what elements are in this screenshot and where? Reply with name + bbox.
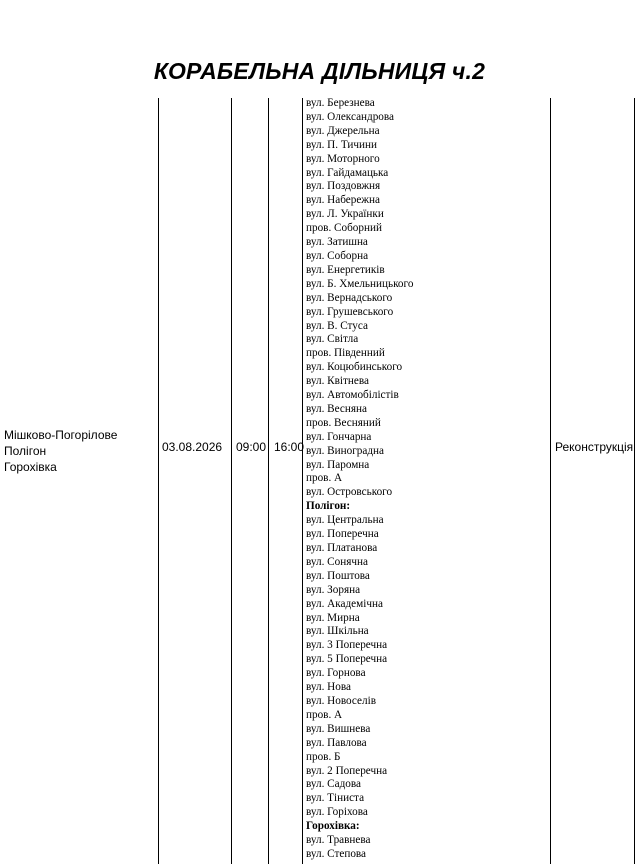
street-item: пров. А (306, 708, 343, 721)
street-item: вул. Центральна (306, 514, 384, 527)
street-item: вул. Паромна (306, 458, 370, 471)
work-type-cell: Реконструкція (555, 440, 634, 454)
street-item: вул. Березнева (306, 97, 375, 109)
street-item: пров. Весняний (306, 416, 381, 429)
street-item: вул. Весняна (306, 402, 367, 415)
street-item: вул. Новоселів (306, 694, 376, 707)
street-item: вул. Садова (306, 778, 361, 791)
location-name: Горохівка (4, 460, 57, 474)
street-item: вул. Енергетиків (306, 263, 385, 276)
street-item: вул. Затишна (306, 236, 368, 249)
column-divider (550, 98, 551, 864)
street-item: вул. Б. Хмельницького (306, 277, 414, 290)
street-item: вул. Павлова (306, 736, 367, 749)
street-item: пров. А (306, 472, 343, 485)
street-item: вул. Степова (306, 847, 367, 860)
column-divider (268, 98, 269, 864)
location-name: Полігон (4, 444, 47, 458)
schedule-table (0, 98, 639, 864)
street-item: вул. Травнева (306, 834, 371, 847)
street-item: вул. В. Стуса (306, 319, 368, 332)
street-item: вул. 5 Поперечна (306, 653, 388, 666)
street-item: вул. П. Тичини (306, 138, 377, 151)
locations-cell (4, 427, 117, 475)
date-cell: 03.08.2026 (162, 440, 223, 454)
street-item: вул. Нова (306, 681, 351, 694)
street-item: вул. Моторного (306, 152, 380, 165)
street-item: вул. Горіхова (306, 806, 368, 819)
street-group-heading: Полігон: (306, 500, 351, 513)
street-item: вул. Автомобілістів (306, 389, 399, 402)
street-item: вул. Поздовжня (306, 180, 381, 193)
street-item: вул. Зоряна (306, 583, 361, 596)
street-item: вул. Набережна (306, 194, 380, 207)
street-item: вул. Коцюбинського (306, 361, 403, 374)
street-item: вул. 2 Поперечна (306, 764, 388, 777)
street-item: вул. Шкільна (306, 625, 369, 638)
street-item: вул. Грушевського (306, 305, 394, 318)
street-item: вул. Вернадського (306, 291, 393, 304)
street-item: вул. Л. Українки (306, 208, 384, 221)
street-group-heading: Горохівка: (306, 820, 360, 833)
street-item: вул. Вишнева (306, 722, 371, 735)
street-item: пров. Південний (306, 347, 385, 360)
start-time-cell: 09:00 (236, 440, 267, 454)
street-item: вул. Поперечна (306, 528, 379, 541)
page-title: КОРАБЕЛЬНА ДІЛЬНИЦЯ ч.2 (153, 58, 486, 84)
column-divider (231, 98, 232, 864)
street-item: вул. Сонячна (306, 555, 368, 568)
street-item: вул. Горнова (306, 667, 366, 680)
street-item: вул. 3 Поперечна (306, 639, 388, 652)
column-divider (158, 98, 159, 864)
location-name: Мішково-Погорілове (4, 428, 118, 442)
column-divider (302, 98, 303, 864)
street-item: вул. Соборна (306, 249, 369, 262)
street-item: вул. Поштова (306, 569, 370, 582)
street-item: вул. Островського (306, 486, 393, 499)
end-time-cell: 16:00 (274, 440, 305, 454)
street-item: вул. Виноградна (306, 444, 385, 457)
street-item: вул. Світла (306, 333, 359, 346)
street-list (306, 97, 413, 862)
street-item: вул. Джерельна (306, 124, 380, 137)
street-item: вул. Гайдамацька (306, 166, 389, 179)
street-item: вул. Академічна (306, 597, 383, 610)
street-item: вул. Гончарна (306, 430, 372, 443)
street-item: вул. Олександрова (306, 110, 394, 123)
street-item: вул. Квітнева (306, 375, 369, 388)
street-item: вул. Тіниста (306, 792, 365, 805)
column-divider (634, 98, 635, 864)
street-item: пров. Соборний (306, 222, 382, 235)
street-item: пров. Б (306, 750, 341, 763)
street-item: вул. Мирна (306, 611, 360, 624)
street-item: вул. Платанова (306, 542, 378, 554)
